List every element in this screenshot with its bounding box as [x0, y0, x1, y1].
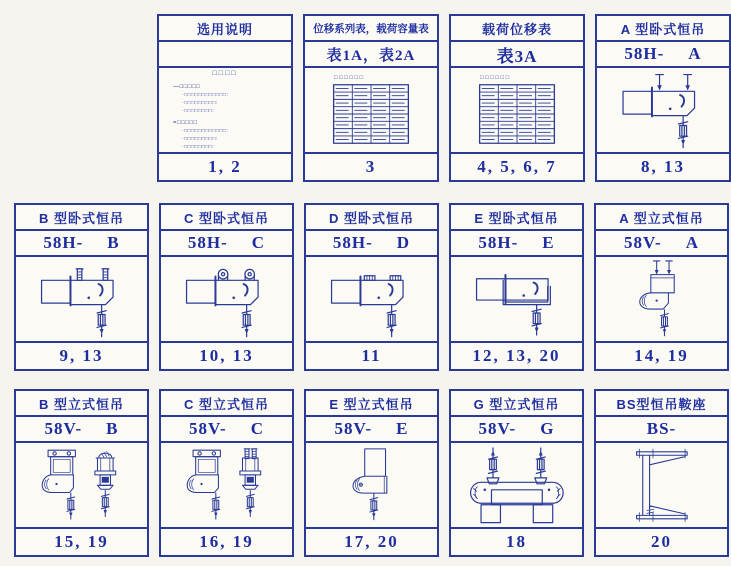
panel-code: 58H- A	[597, 42, 729, 68]
panel-type-d-horizontal	[304, 203, 439, 371]
panel-title: E 型卧式恒吊	[451, 205, 582, 231]
panel-row-3	[14, 389, 729, 557]
hanger-vertical-a-diagram	[599, 259, 725, 340]
panel-type-c-vertical	[159, 389, 294, 557]
hanger-vertical-c-diagram	[164, 445, 290, 526]
panel-title: C 型卧式恒吊	[161, 205, 292, 231]
panel-code: 表3A	[451, 42, 583, 68]
panel-type-e-horizontal	[449, 203, 584, 371]
panel-page-numbers: 4, 5, 6, 7	[451, 152, 583, 180]
panel-page-numbers: 12, 13, 20	[451, 341, 582, 369]
panel-page-numbers: 10, 13	[161, 341, 292, 369]
panel-title: G 型立式恒吊	[451, 391, 582, 417]
panel-type-e-vertical	[304, 389, 439, 557]
panel-bs-saddle	[594, 389, 729, 557]
mini-table-caption: □□□□□□	[480, 75, 511, 81]
panel-code: 58H- B	[16, 231, 147, 257]
panel-page-numbers: 15, 19	[16, 527, 147, 555]
panel-title: C 型立式恒吊	[161, 391, 292, 417]
panel-selection-notes	[157, 14, 293, 182]
panel-code: 58V- C	[161, 417, 292, 443]
panel-load-displacement-table	[449, 14, 585, 182]
hanger-horizontal-c-diagram	[164, 259, 290, 340]
hanger-horizontal-a-diagram	[600, 70, 727, 151]
panel-code: 58V- E	[306, 417, 437, 443]
panel-page-numbers: 18	[451, 527, 582, 555]
panel-type-c-horizontal	[159, 203, 294, 371]
mini-table-diagram	[451, 68, 583, 152]
hanger-horizontal-b-diagram	[19, 259, 145, 340]
panel-displacement-series-table	[303, 14, 439, 182]
trapeze-assembly-g-diagram	[454, 445, 580, 526]
panel-page-numbers: 1, 2	[159, 152, 291, 180]
panel-page-numbers: 20	[596, 527, 727, 555]
panel-page-numbers: 17, 20	[306, 527, 437, 555]
mini-table-grid	[478, 83, 556, 145]
panel-page-numbers: 9, 13	[16, 341, 147, 369]
panel-code: 58H- E	[451, 231, 582, 257]
panel-title: A 型立式恒吊	[596, 205, 727, 231]
panel-type-a-vertical	[594, 203, 729, 371]
panel-type-b-vertical	[14, 389, 149, 557]
panel-title: E 型立式恒吊	[306, 391, 437, 417]
panel-type-g-vertical	[449, 389, 584, 557]
panel-code: 58V- A	[596, 231, 727, 257]
panel-title: 选用说明	[159, 16, 291, 42]
panel-title: B 型立式恒吊	[16, 391, 147, 417]
panel-code: 58V- G	[451, 417, 582, 443]
panel-type-b-horizontal	[14, 203, 149, 371]
panel-title: 位移系列表，载荷容量表	[305, 16, 437, 42]
pseudo-text-block: □□□□ —□□□□□ ·□□□□□□□□□□□□: ·□□□□□□□□□: ·□□□□□□□□: =□□□□□ ·□□□□□□□□□□□□: ·□□□□□□□□□: ·□□□□□□□□:	[173, 69, 238, 150]
panel-page-numbers: 3	[305, 152, 437, 180]
saddle-bracket-bs-diagram	[599, 445, 725, 526]
hanger-vertical-b-diagram	[19, 445, 145, 526]
selection-notes-diagram	[159, 68, 291, 152]
mini-table-diagram	[305, 68, 437, 152]
hanger-vertical-e-diagram	[309, 445, 435, 526]
panel-title: B 型卧式恒吊	[16, 205, 147, 231]
mini-table-caption: □□□□□□	[334, 75, 365, 81]
panel-code	[159, 42, 291, 68]
panel-page-numbers: 11	[306, 341, 437, 369]
panel-page-numbers: 16, 19	[161, 527, 292, 555]
panel-code: 58H- D	[306, 231, 437, 257]
panel-code: BS-	[596, 417, 727, 443]
panel-title: D 型卧式恒吊	[306, 205, 437, 231]
panel-code: 58V- B	[16, 417, 147, 443]
panel-title: A 型卧式恒吊	[597, 16, 729, 42]
hanger-horizontal-e-diagram	[454, 259, 580, 340]
panel-page-numbers: 8, 13	[597, 152, 729, 180]
panel-page-numbers: 14, 19	[596, 341, 727, 369]
panel-row-1	[157, 14, 731, 182]
panel-title: 载荷位移表	[451, 16, 583, 42]
mini-table-grid	[332, 83, 410, 145]
panel-row-2	[14, 203, 729, 371]
hanger-horizontal-d-diagram	[309, 259, 435, 340]
panel-code: 58H- C	[161, 231, 292, 257]
panel-type-a-horizontal	[595, 14, 731, 182]
panel-code: 表1A，表2A	[305, 42, 437, 68]
panel-title: BS型恒吊鞍座	[596, 391, 727, 417]
